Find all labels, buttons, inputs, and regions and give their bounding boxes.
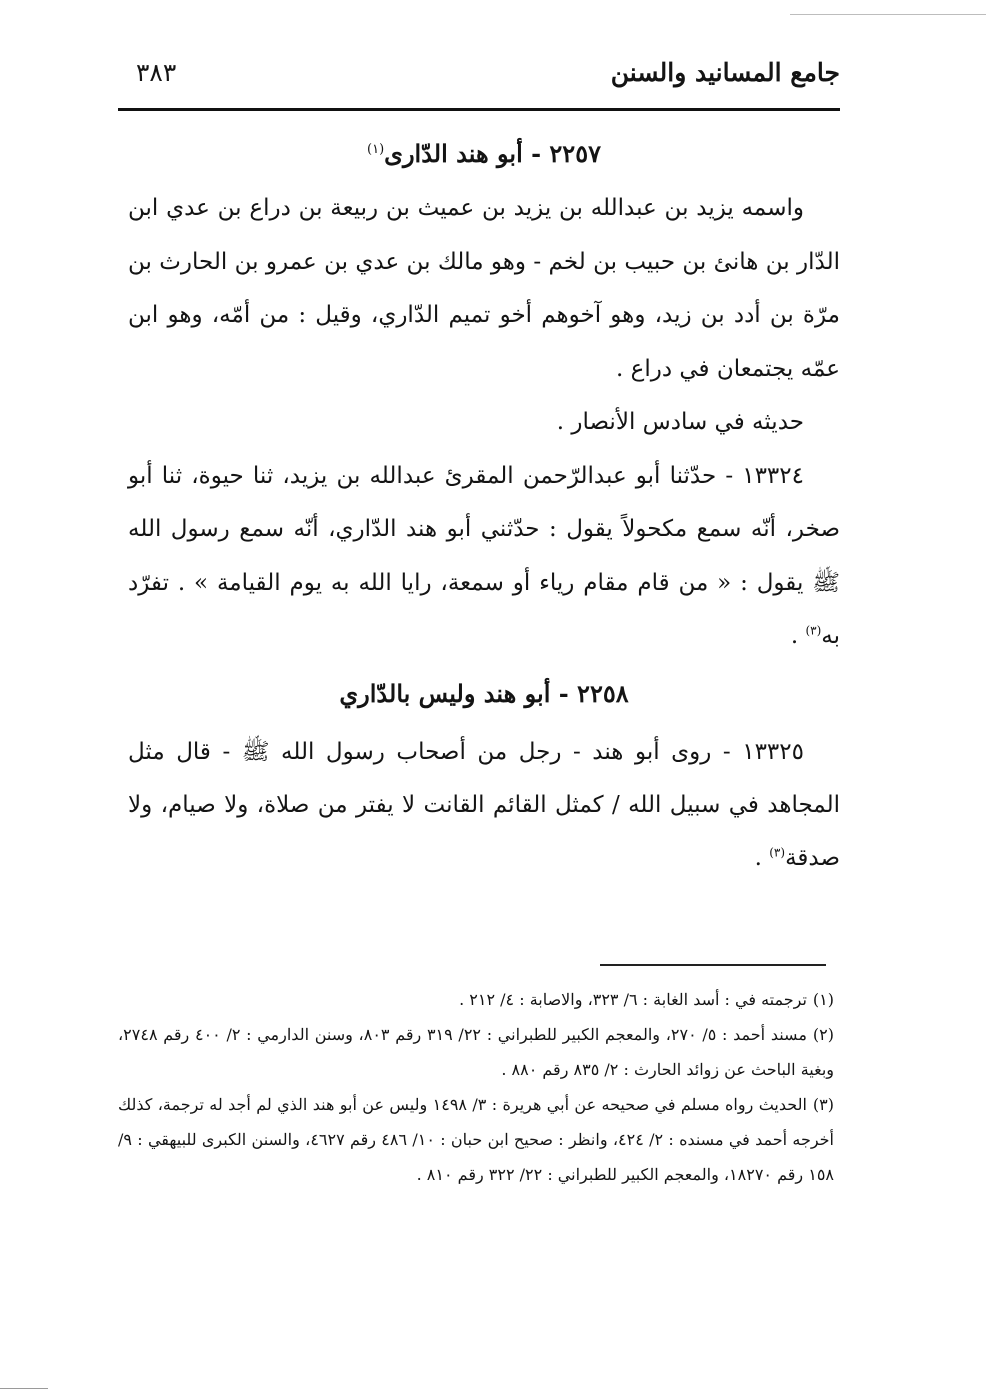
header-rule bbox=[118, 108, 840, 111]
running-title: جامع المسانيد والسنن bbox=[610, 58, 840, 87]
footnote-2 bbox=[118, 1017, 834, 1087]
page-number: ٣٨٣ bbox=[136, 58, 177, 87]
footnote-mark: (٣) bbox=[812, 1095, 835, 1114]
biography-paragraph: واسمه يزيد بن عبدالله بن يزيد بن عميث بن ربيعة بن دراع بن عدي ابن الدّار بن هانئ بن حبيب بن لخم - وهو مالك بن عدي بن عمرو بن الحارث بن مرّة بن أدد بن زيد، وهو آخوهم أخو تميم الدّاري، وقيل : من أمّه، وهو ابن عمّه يجتمعان في دراع . bbox=[128, 195, 840, 382]
hadith-13325 bbox=[128, 726, 840, 885]
narration-location: حديثه في سادس الأنصار . bbox=[556, 409, 804, 435]
footnote-ref: (١) bbox=[367, 142, 385, 157]
entry-heading-text: ٢٢٥٧ - أبو هند الدّارى bbox=[384, 139, 601, 168]
footnote-separator bbox=[600, 964, 826, 966]
footnote-text: مسند أحمد : ٥/ ٢٧٠، والمعجم الكبير للطبراني : ٢٢/ ٣١٩ رقم ٨٠٣، وسنن الدارمي : ٢/ ٤٠٠ رقم ٢٧٤٨، وبغية الباحث عن زوائد الحارث : ٢/ ٨٣٥ رقم ٨٨٠ . bbox=[118, 1025, 834, 1079]
hadith-end: . bbox=[790, 623, 806, 649]
footnote-mark: (٢) bbox=[812, 1025, 834, 1044]
entry-heading-text: ٢٢٥٨ - أبو هند وليس بالدّاري bbox=[339, 678, 629, 708]
footnote-mark: (١) bbox=[812, 990, 834, 1009]
scan-edge-line bbox=[790, 14, 986, 15]
footnote-text: ترجمته في : أسد الغابة : ٦/ ٣٢٣، والاصابة : ٤/ ٢١٢ . bbox=[459, 990, 807, 1009]
footnote-ref: (٣) bbox=[805, 623, 822, 638]
hadith-text: ١٣٣٢٥ - روى أبو هند - رجل من أصحاب رسول الله ﷺ - قال مثل المجاهد في سبيل الله / كمثل القائم القانت لا يفتر من صلاة، ولا صيام، ولا صدقة bbox=[128, 738, 840, 871]
hadith-text: ١٣٣٢٤ - حدّثنا أبو عبدالرّحمن المقرئ عبدالله بن يزيد، ثنا حيوة، ثنا أبو صخر، أنّه سمع مكحولاً يقول : حدّثني أبو هند الدّاري، أنّه سمع رسول الله ﷺ يقول : « من قام مقام رياء أو سمعة، رايا الله به يوم القيامة » . تفرّد به bbox=[128, 462, 840, 649]
page-header bbox=[128, 50, 840, 96]
footnote-1 bbox=[118, 982, 834, 1017]
entry-heading-2258 bbox=[128, 664, 840, 726]
hadith-end: . bbox=[754, 844, 770, 871]
scan-edge-line bbox=[0, 1388, 48, 1389]
footnotes bbox=[118, 982, 834, 1192]
footnote-3 bbox=[118, 1087, 834, 1192]
hadith-13324 bbox=[128, 450, 840, 664]
main-text bbox=[128, 120, 840, 885]
footnote-text: الحديث رواه مسلم في صحيحه عن أبي هريرة : ٣/ ١٤٩٨ وليس عن أبو هند الذي لم أجد له ترجمة، كذلك أخرجه أحمد في مسنده : ٢/ ٤٢٤، وانظر : صحيح ابن حبان : ١٠/ ٤٨٦ رقم ٤٦٢٧، والسنن الكبرى للبيهقي : ٩/ ١٥٨ رقم ١٨٢٧٠، والمعجم الكبير للطبراني : ٢٢/ ٣٢٢ رقم ٨١٠ . bbox=[118, 1095, 835, 1184]
footnote-ref: (٣) bbox=[769, 844, 786, 859]
entry-heading-2257 bbox=[128, 120, 840, 182]
